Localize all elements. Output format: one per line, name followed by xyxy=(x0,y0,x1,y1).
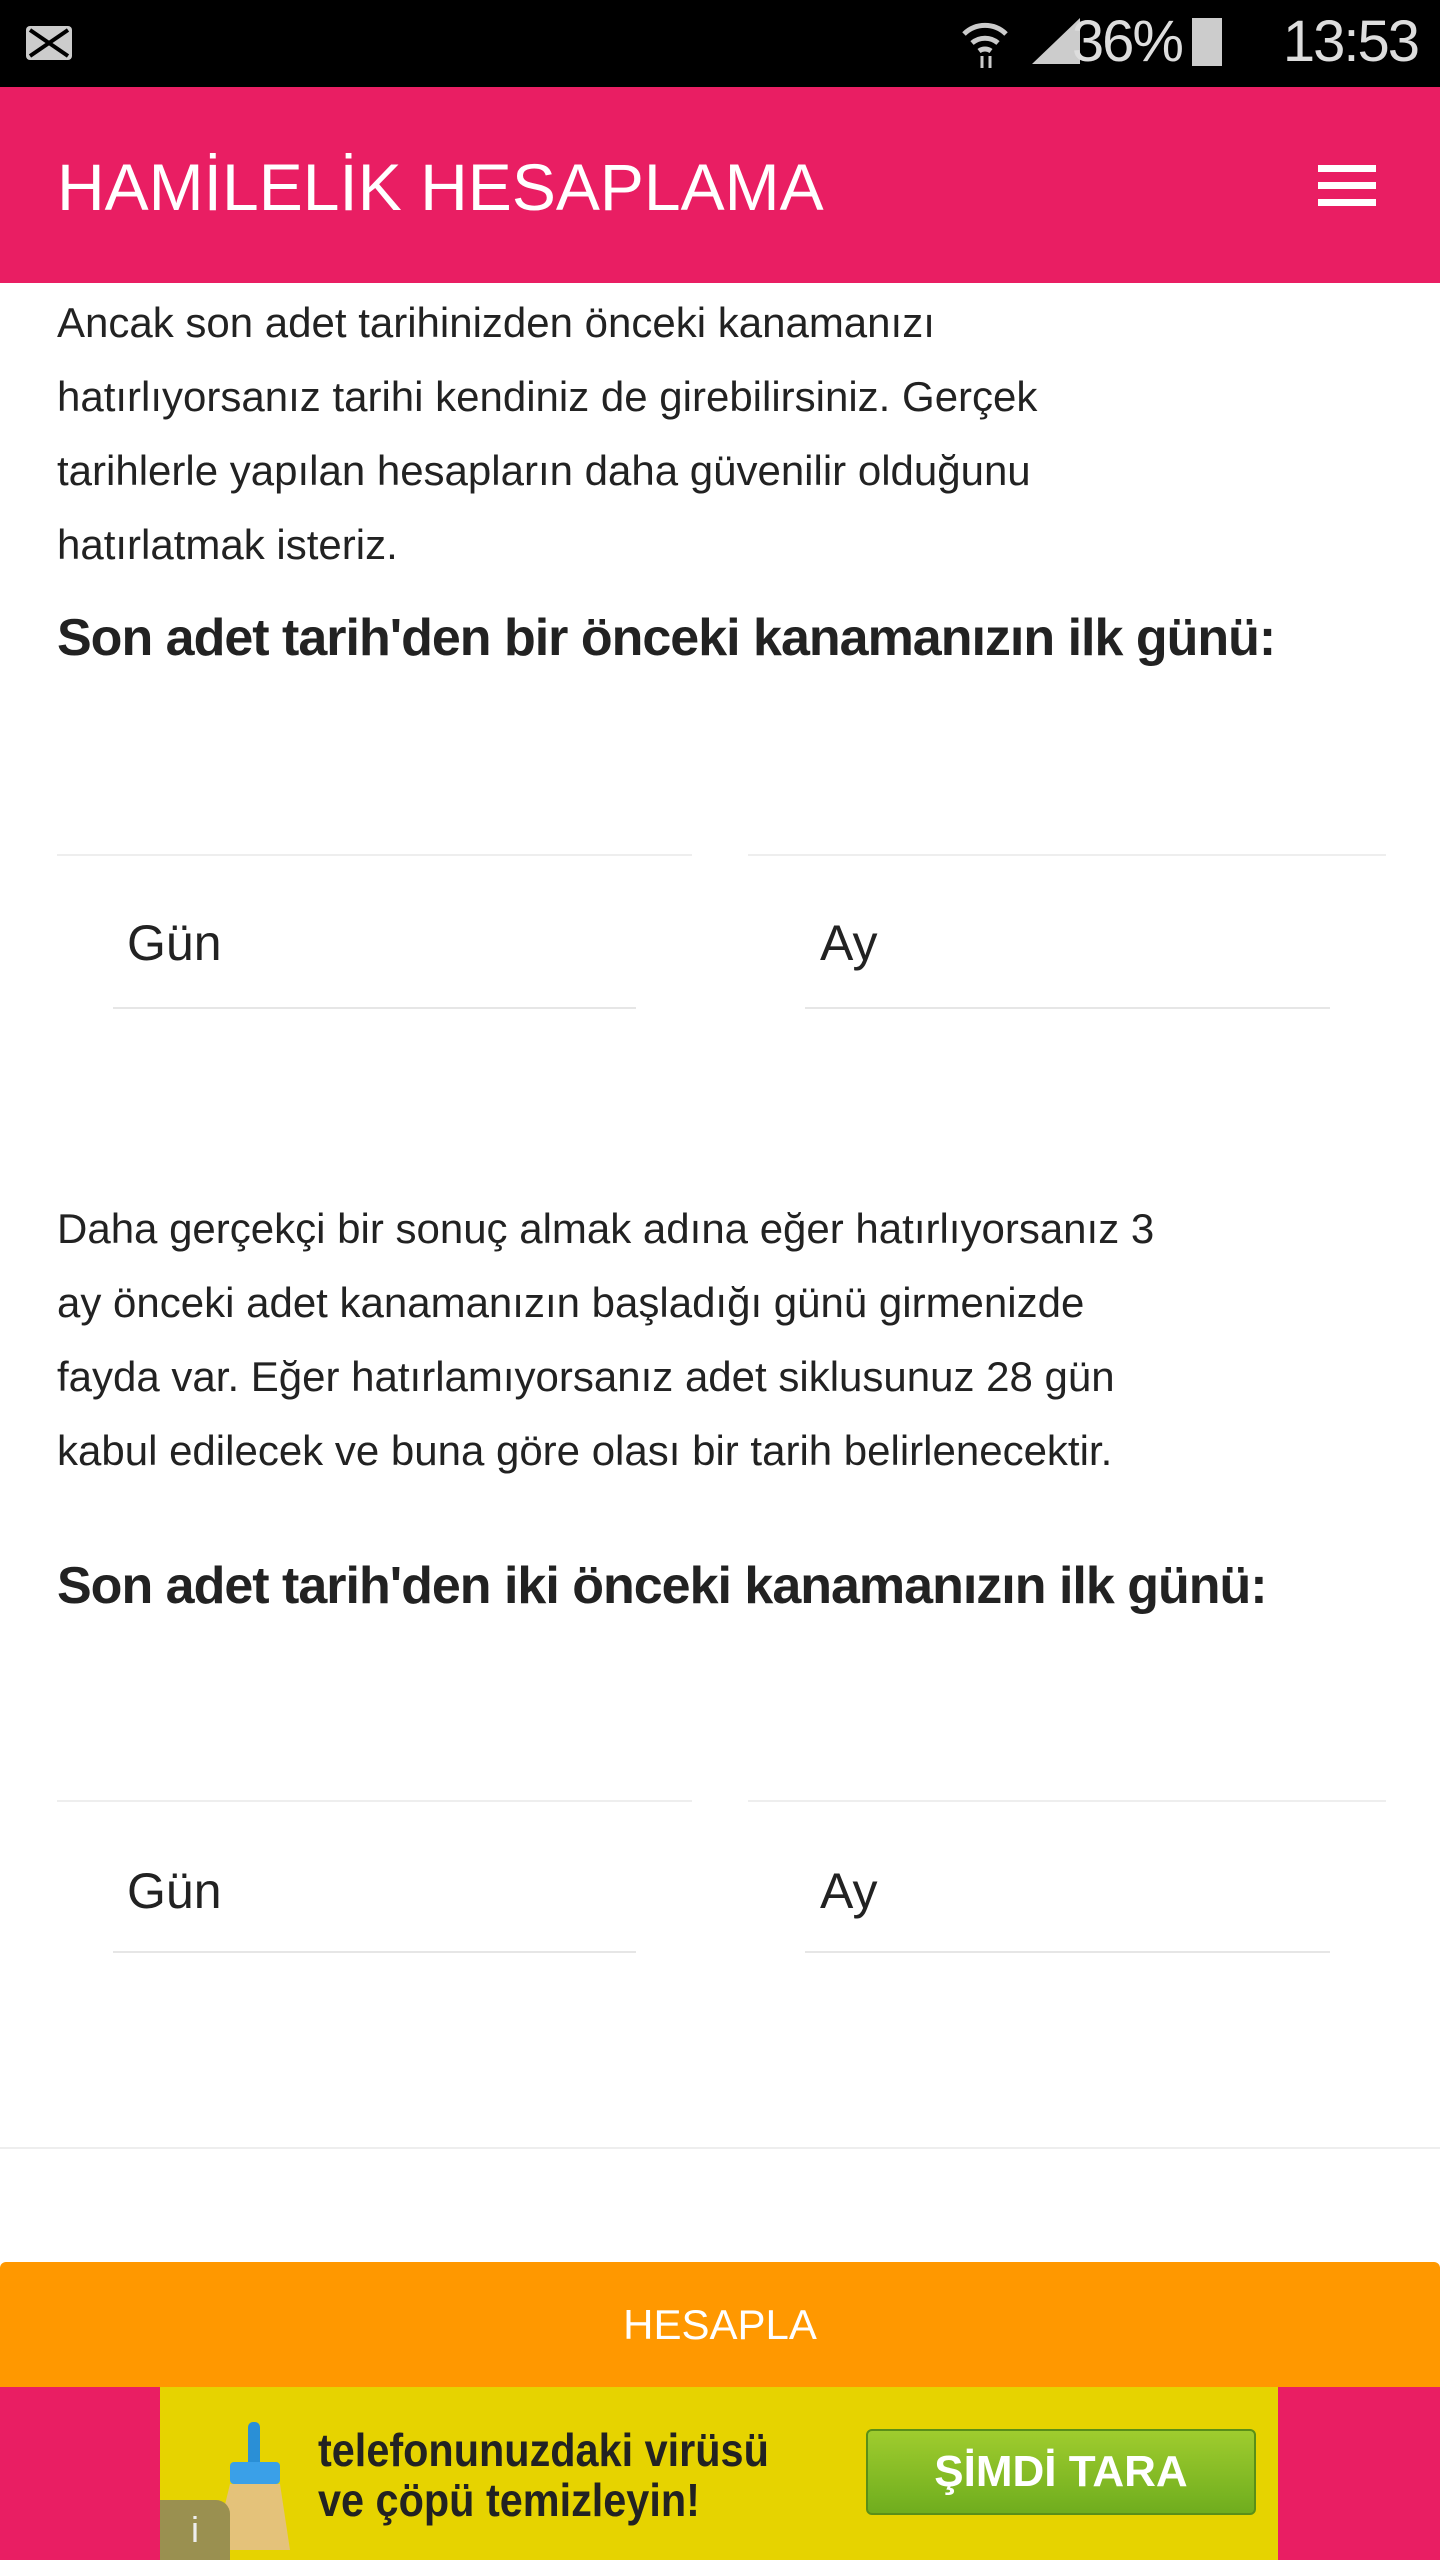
text-line: Daha gerçekçi bir sonuç almak adına eğer hatırlıyorsanız 3 xyxy=(57,1205,1155,1252)
month-select-underline xyxy=(805,1007,1330,1009)
ad-cta-button[interactable]: ŞİMDİ TARA xyxy=(866,2429,1256,2515)
app-title: HAMİLELİK HESAPLAMA xyxy=(57,150,824,224)
text-line: fayda var. Eğer hatırlamıyorsanız adet siklusunuz 28 gün xyxy=(57,1353,1115,1400)
ad-info-icon[interactable]: i xyxy=(160,2500,230,2560)
text-line: kabul edilecek ve buna göre olası bir tarih belirlenecektir. xyxy=(57,1427,1113,1474)
clock: 13:53 xyxy=(1282,9,1418,74)
divider xyxy=(748,1800,1386,1802)
section-heading-1: Son adet tarih'den bir önceki kanamanızın ilk günü: xyxy=(57,609,1276,667)
day-select-underline xyxy=(113,1007,636,1009)
divider xyxy=(57,1800,692,1802)
text-line: tarihlerle yapılan hesapların daha güvenilir olduğunu xyxy=(57,447,1031,494)
intro-paragraph xyxy=(57,286,1387,582)
text-line: hatırlıyorsanız tarihi kendiniz de girebilirsiniz. Gerçek xyxy=(57,373,1038,420)
hamburger-menu-icon[interactable] xyxy=(1318,165,1376,205)
status-bar xyxy=(0,0,1440,87)
divider xyxy=(0,2147,1440,2149)
day-select-1[interactable]: Gün xyxy=(127,915,222,971)
month-select-underline xyxy=(805,1951,1330,1953)
ad-line: telefonunuzdaki virüsü xyxy=(318,2424,769,2476)
text-line: Ancak son adet tarihinizden önceki kanamanızı xyxy=(57,299,935,346)
ad-line: ve çöpü temizleyin! xyxy=(318,2474,700,2526)
day-select-underline xyxy=(113,1951,636,1953)
divider xyxy=(57,854,692,856)
divider xyxy=(748,854,1386,856)
section-heading-2: Son adet tarih'den iki önceki kanamanızın ilk günü: xyxy=(57,1557,1267,1615)
day-select-2[interactable]: Gün xyxy=(127,1863,222,1919)
text-line: ay önceki adet kanamanızın başladığı günü girmenizde xyxy=(57,1279,1085,1326)
ad-content[interactable] xyxy=(160,2387,1278,2560)
mail-icon xyxy=(26,26,72,60)
battery-charging-icon xyxy=(1192,18,1222,66)
month-select-1[interactable]: Ay xyxy=(820,915,878,971)
battery-percent: 36% xyxy=(1071,9,1182,74)
calculate-button[interactable]: HESAPLA xyxy=(0,2262,1440,2387)
month-select-2[interactable]: Ay xyxy=(820,1863,878,1919)
wifi-icon xyxy=(960,16,1010,75)
app-bar xyxy=(0,87,1440,283)
text-line: hatırlatmak isteriz. xyxy=(57,521,398,568)
ad-banner[interactable] xyxy=(0,2387,1440,2560)
info-paragraph xyxy=(57,1192,1387,1488)
ad-text xyxy=(318,2425,769,2525)
